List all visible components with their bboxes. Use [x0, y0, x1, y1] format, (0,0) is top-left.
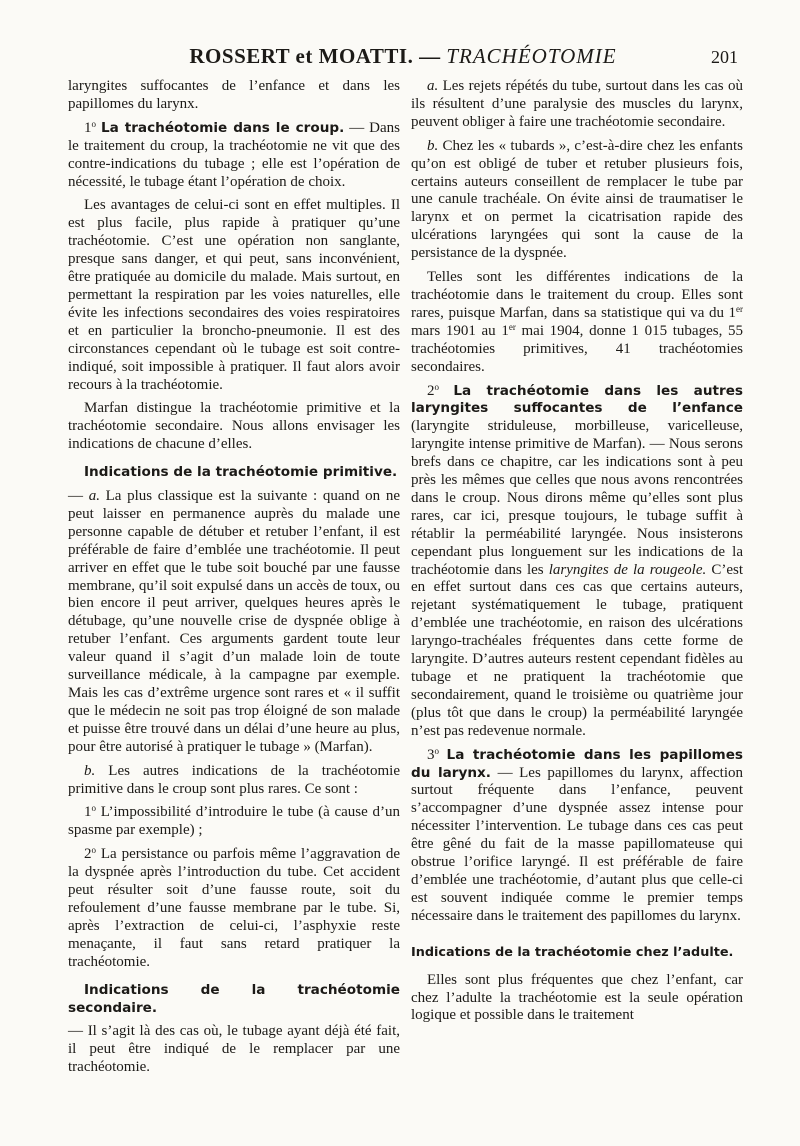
heading-adulte: Indications de la trachéotomie chez l’adulte. — [411, 944, 734, 960]
paragraph: 2$^o$ La trachéotomie dans les autres laryngites suffocantes de l’enfance (laryngite striduleuse, morbilleuse, varicelleuse, laryngite intense primitive de Marfan). — Nous serons brefs dans ce chapitre, car les indications sont à peu près les mêmes que celles que nous avons rencontrées dans le croup. Nous dirons même qu’elles sont plus rares, car ici, presque toujours, le tubage suffit à rétablir la perméabilité laryngée. Nous insisterons cependant plus longuement sur les indications de la trachéotomie dans les laryngites de la rougeole. C’est en effet surtout dans ces cas que certains auteurs, rejetant systématiquement le tubage, pratiquent d’emblée une trachéotomie, en raison des ulcérations laryngo-trachéales fréquentes dans cette forme de laryngite. D’autres auteurs restent cependant fidèles au tubage et ne pratiquent la trachéotomie que secondairement, quand le troisième ou quatrième jour (plus tôt que dans le croup) la perméabilité laryngée n’est pas redevenue normale. — [411, 381, 744, 739]
paragraph: 3$^o$ La trachéotomie dans les papillomes du larynx. — Les papillomes du larynx, affection surtout fréquente dans l’enfance, peuvent s’accompagner d’une dyspnée assez intense pour nécessiter l’intervention. Le tubage dans ces cas peut être gêné du fait de la masse papillomateuse qui obstrue l’orifice laryngé. Il est préférable de faire d’emblée une trachéotomie, d’autant plus que celle-ci est souvent indiquée comme le premier temps nécessaire dans le traitement des papillomes du larynx. — [411, 745, 744, 924]
paragraph: b. Chez les « tubards », c’est-à-dire chez les enfants qu’on est obligé de tuber et retuber plusieurs fois, certains auteurs conseillent de remplacer le tube par une canule trachéale. On évite ainsi de traumatiser le larynx et on permet la cicatrisation rapide des ulcérations laryngées qui sont la cause de la persistance de la dyspnée. — [411, 137, 743, 262]
paragraph: laryngites suffocantes de l’enfance et dans les papillomes du larynx. — [68, 78, 400, 112]
right-column — [411, 78, 743, 1031]
header-topic: TRACHÉOTOMIE — [446, 44, 617, 68]
heading-secondaire: Indications de la trachéotomie secondaire. — [68, 981, 400, 1016]
heading-primitive: Indications de la trachéotomie primitive. — [84, 464, 398, 481]
left-column — [68, 78, 400, 1083]
paragraph: Les avantages de celui-ci sont en effet multiples. Il est plus facile, plus rapide à pratiquer qu’une trachéotomie. C’est une opération non sanglante, presque sans danger, et qui peut, sans inconvénient, être pratiquée au domicile du malade. Mais surtout, en permettant la respiration par les voies naturelles, elle évite les infections secondaires des voies respiratoires et en particulier la broncho-pneumonie. Il est des circonstances cependant où le tubage est soit contre-indiqué, soit impossible à pratiquer. Il faut alors avoir recours à la trachéotomie. — [68, 197, 400, 393]
list-item: 2$^o$ La persistance ou parfois même l’aggravation de la dyspnée après l’introduction du tube. Cet accident peut résulter soit d’une fausse route, soit du refoulement d’une fausse membrane par le tube. Si, après l’extraction de celui-ci, l’asphyxie reste menaçante, il faut sans retard pratiquer la trachéotomie. — [68, 845, 400, 970]
running-head — [68, 44, 738, 74]
paragraph: — Il s’agit là des cas où, le tubage ayant déjà été fait, il peut être indiqué de le remplacer par une trachéotomie. — [68, 1023, 400, 1076]
paragraph: 1$^o$ La trachéotomie dans le croup. — Dans le traitement du croup, la trachéotomie ne vit que des contre-indications du tubage ; elle est l’opération de nécessité, le tubage étant l’opération de choix. — [68, 118, 401, 190]
paragraph: — a. La plus classique est la suivante : quand on ne peut laisser en permanence auprès du malade une personne capable de détuber et retuber l’enfant, il est préférable de faire d’emblée une trachéotomie. Il peut arriver en effet que le tube soit bouché par une fausse membrane, qu’il soit expulsé dans un accès de toux, ou bien encore il peut arriver, quelques heures après le détubage, qu’une nouvelle crise de dyspnée oblige à retuber l’enfant. Ces arguments gardent toute leur valeur quand il s’agit d’un malade loin de toute surveillance médicale, à la campagne par exemple. Mais les cas d’extrême urgence sont rares et « il suffit que le médecin ne soit pas trop éloigné de son malade et puisse être trouvé dans un délai d’une heure au plus, pour être autorisé à pratiquer le tubage » (Marfan). — [68, 488, 401, 755]
header-dash: — — [419, 44, 441, 68]
paragraph: a. Les rejets répétés du tube, surtout dans les cas où ils résultent d’une paralysie des muscles du larynx, peuvent obliger à faire une trachéotomie secondaire. — [411, 78, 743, 130]
paragraph: Telles sont les différentes indications de la trachéotomie dans le traitement du croup. Elles sont rares, puisque Marfan, dans sa statistique qui va du 1er mars 1901 au 1er mai 1904, donne 1 015 tubages, 55 trachéotomies primitives, 41 trachéotomies secondaires. — [411, 269, 743, 375]
paragraph: b. Les autres indications de la trachéotomie primitive dans le croup sont plus rares. Ce sont : — [68, 762, 400, 797]
section-heading-papillomes: La trachéotomie dans les papillomes du larynx. — [411, 746, 744, 781]
section-heading-croup: La trachéotomie dans le croup. — [100, 119, 345, 136]
running-title — [68, 44, 738, 69]
page-number: 201 — [711, 47, 738, 67]
paragraph: Elles sont plus fréquentes que chez l’enfant, car chez l’adulte la trachéotomie est la seule opération logique et possible dans le traitement — [411, 971, 743, 1024]
list-item: 1$^o$ L’impossibilité d’introduire le tube (à cause d’un spasme par exemple) ; — [68, 803, 401, 839]
paragraph: Marfan distingue la trachéotomie primitive et la trachéotomie secondaire. Nous allons envisager les indications de chacune d’elles. — [68, 400, 400, 453]
section-heading-autres: La trachéotomie dans les autres laryngites suffocantes de l’enfance — [411, 382, 744, 417]
header-authors: ROSSERT et MOATTI. — [189, 44, 414, 68]
